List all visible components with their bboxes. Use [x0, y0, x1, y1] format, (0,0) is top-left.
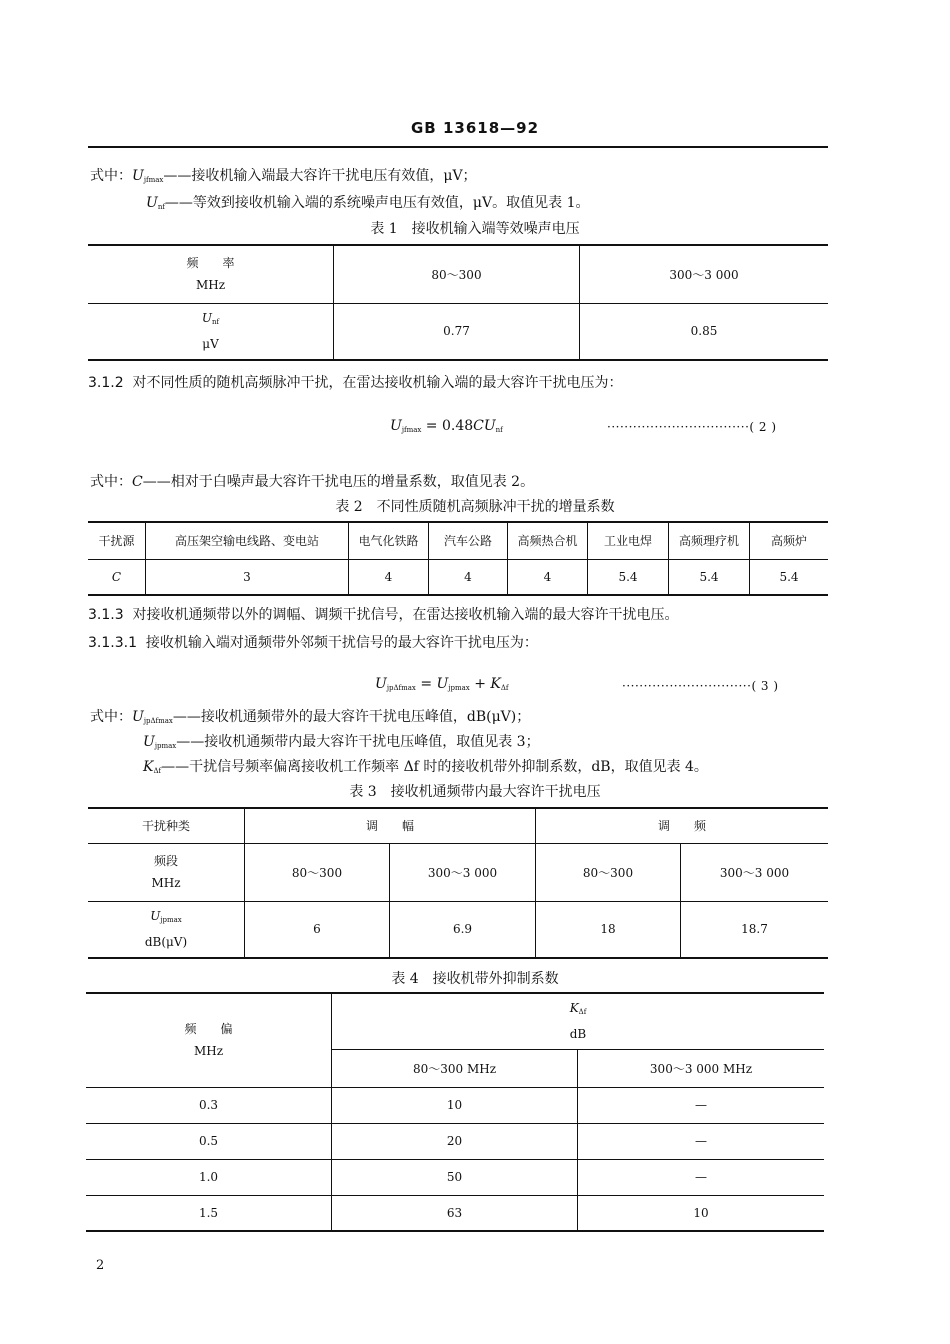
table-cell: 5.4	[779, 569, 799, 584]
table-cell: 1.5	[86, 1195, 332, 1231]
symbol: U	[150, 909, 161, 924]
symbol: U	[132, 168, 144, 184]
table-row	[88, 303, 828, 360]
header-label: 频 率	[186, 256, 235, 271]
table-cell: 50	[332, 1159, 578, 1195]
table-cell: 0.77	[334, 303, 580, 360]
symbol: K	[569, 1001, 579, 1016]
symbol: U	[146, 195, 158, 211]
definition-prefix: 式中：	[90, 168, 132, 184]
equation-2	[390, 418, 503, 434]
table-cell: 300～3 000	[681, 843, 829, 901]
table-cell: 10	[693, 1205, 709, 1220]
symbol-subscript: jpmax	[448, 684, 470, 692]
table-header-cell: 调 频	[536, 808, 829, 843]
header-unit: MHz	[193, 1044, 224, 1059]
table-header-cell: 高压架空输电线路、变电站	[146, 522, 349, 559]
definition-ujpmax	[143, 731, 540, 751]
table-cell: 0.5	[86, 1123, 332, 1159]
table1	[88, 244, 828, 361]
equation-number: ( 3 )	[751, 679, 779, 693]
definition-text: ——相对于白噪声最大容许干扰电压的增量系数，取值见表 2。	[142, 474, 535, 490]
section-3-1-3-1	[88, 632, 538, 652]
table-cell: 6.9	[390, 901, 536, 958]
table-header-cell: 高频炉	[750, 522, 829, 559]
table1-caption: 表 1 接收机输入端等效噪声电压	[370, 221, 580, 237]
symbol: U	[201, 311, 212, 326]
section-number: 3.1.2	[88, 375, 124, 391]
symbol: U	[436, 676, 449, 692]
definition-text: ——接收机通频带内最大容许干扰电压峰值，取值见表 3；	[176, 734, 540, 750]
definition-c	[90, 471, 534, 491]
symbol: K	[490, 676, 501, 692]
table-row	[88, 843, 828, 901]
equation-operator: +	[469, 676, 491, 692]
section-text: 接收机输入端对通频带外邻频干扰信号的最大容许干扰电压为：	[145, 635, 538, 651]
table-row	[86, 1159, 824, 1195]
table3-ujpmax-header	[88, 901, 245, 958]
table2	[88, 521, 828, 596]
equation-3	[375, 676, 509, 692]
definition-prefix: 式中：	[90, 709, 132, 725]
symbol-subscript: nf	[212, 318, 220, 327]
header-label: 频段	[153, 854, 178, 868]
table-cell: 0.3	[86, 1087, 332, 1123]
section-number: 3.1.3.1	[88, 635, 137, 651]
table-header-cell: 高频理疗机	[669, 522, 750, 559]
table-header-cell: 干扰种类	[88, 808, 245, 843]
table-cell: 80～300	[334, 245, 580, 303]
section-text: 对接收机通频带以外的调幅、调频干扰信号，在雷达接收机输入端的最大容许干扰电压。	[132, 607, 679, 623]
symbol-subscript: jfmax	[401, 426, 422, 434]
symbol: U	[375, 676, 387, 692]
table-header-cell: 80～300 MHz	[332, 1049, 578, 1087]
symbol: U	[132, 709, 144, 725]
equation-number: ( 2 )	[749, 420, 777, 434]
table-cell: —	[578, 1123, 825, 1159]
table-cell: 6	[245, 901, 390, 958]
table1-freq-header	[88, 245, 334, 303]
header-unit: μV	[202, 337, 219, 352]
table-header-cell: 电气化铁路	[349, 522, 429, 559]
equation-operator: = 0.48	[421, 418, 474, 434]
table-row	[86, 993, 824, 1049]
table-row	[86, 1123, 824, 1159]
definition-unf	[146, 192, 590, 212]
table-cell: 0.85	[690, 324, 718, 339]
table-cell: 5.4	[588, 559, 669, 595]
symbol: CU	[473, 418, 496, 434]
equation-2-number	[607, 420, 777, 434]
page-number: 2	[96, 1258, 105, 1273]
header-rule	[88, 146, 828, 148]
header-label: 频 偏	[184, 1022, 233, 1037]
definition-text: ——等效到接收机输入端的系统噪声电压有效值，μV。取值见表 1。	[164, 195, 590, 211]
table-cell: 4	[429, 559, 508, 595]
document-header: GB 13618—92	[410, 119, 540, 137]
table-header-cell: 300～3 000 MHz	[578, 1049, 825, 1087]
symbol-subscript: jfmax	[143, 176, 164, 184]
symbol-subscript: jpmax	[160, 916, 182, 925]
table-row-label: C	[88, 559, 146, 595]
table-header-cell: 汽车公路	[429, 522, 508, 559]
table-cell: 10	[332, 1087, 578, 1123]
section-text: 对不同性质的随机高频脉冲干扰，在雷达接收机输入端的最大容许干扰电压为：	[132, 375, 623, 391]
table-header-cell: 高频热合机	[508, 522, 588, 559]
leader-dots: ·································	[607, 420, 750, 434]
table-row	[88, 808, 828, 843]
table-cell: 80～300	[536, 843, 681, 901]
equation-operator: =	[415, 676, 437, 692]
symbol-subscript: jpΔfmax	[143, 717, 173, 725]
table-cell: 63	[332, 1195, 578, 1231]
definition-ujfmax	[90, 165, 477, 185]
symbol: K	[143, 759, 154, 775]
definition-text: ——接收机输入端最大容许干扰电压有效值，μV；	[163, 168, 477, 184]
table3-freq-header	[88, 843, 245, 901]
table-cell: 300～3 000	[390, 843, 536, 901]
section-3-1-3	[88, 604, 679, 624]
table-cell: 5.4	[669, 559, 750, 595]
table-cell: —	[578, 1087, 825, 1123]
symbol-subscript: jpmax	[154, 742, 177, 750]
table-cell: 18	[536, 901, 681, 958]
table-cell: 3	[146, 559, 349, 595]
symbol-subscript: Δf	[500, 684, 509, 692]
definition-text: ——干扰信号频率偏离接收机工作频率 Δf 时的接收机带外抑制系数，dB，取值见表 4。	[161, 759, 708, 775]
table-cell: —	[578, 1159, 825, 1195]
header-unit: dB	[569, 1027, 587, 1042]
table4-caption: 表 4 接收机带外抑制系数	[391, 971, 559, 987]
table2-caption: 表 2 不同性质随机高频脉冲干扰的增量系数	[335, 499, 615, 515]
definition-text: ——接收机通频带外的最大容许干扰电压峰值，dB(μV)；	[172, 709, 531, 725]
symbol-subscript: Δf	[153, 767, 162, 775]
symbol-subscript: nf	[495, 426, 503, 434]
table3	[88, 807, 828, 959]
table-cell: 80～300	[245, 843, 390, 901]
section-3-1-2	[88, 372, 623, 392]
table4-k-header	[332, 993, 825, 1049]
table4	[86, 992, 824, 1232]
table-header-cell: 工业电焊	[588, 522, 669, 559]
table-row	[88, 245, 828, 303]
definition-ujpdfmax	[90, 706, 530, 726]
definition-prefix: 式中：	[90, 474, 132, 490]
table-header-cell: 调 幅	[245, 808, 536, 843]
symbol-subscript: Δf	[578, 1008, 587, 1017]
table-row	[88, 522, 828, 559]
equation-3-number	[622, 679, 779, 693]
header-unit: MHz	[195, 278, 226, 293]
table-cell: 300～3 000	[580, 245, 829, 303]
symbol: C	[132, 474, 143, 490]
symbol: U	[390, 418, 402, 434]
table3-caption: 表 3 接收机通频带内最大容许干扰电压	[349, 784, 601, 800]
table1-unf-header	[88, 303, 334, 360]
symbol-subscript: nf	[157, 203, 165, 211]
table-cell: 4	[508, 559, 588, 595]
header-unit: MHz	[151, 876, 181, 890]
section-number: 3.1.3	[88, 607, 124, 623]
table-cell: 18.7	[741, 922, 768, 937]
table-cell: 1.0	[86, 1159, 332, 1195]
symbol-subscript: jpΔfmax	[386, 684, 416, 692]
table-row	[88, 901, 828, 958]
leader-dots: ······························	[622, 679, 752, 693]
table-row	[86, 1087, 824, 1123]
definition-kdf	[143, 756, 708, 776]
table-cell: 20	[332, 1123, 578, 1159]
header-unit: dB(μV)	[144, 935, 188, 950]
table4-offset-header	[86, 993, 332, 1087]
table-row	[88, 559, 828, 595]
table-cell: 4	[349, 559, 429, 595]
symbol: U	[143, 734, 155, 750]
table-row	[86, 1195, 824, 1231]
table-header-cell: 干扰源	[88, 522, 146, 559]
